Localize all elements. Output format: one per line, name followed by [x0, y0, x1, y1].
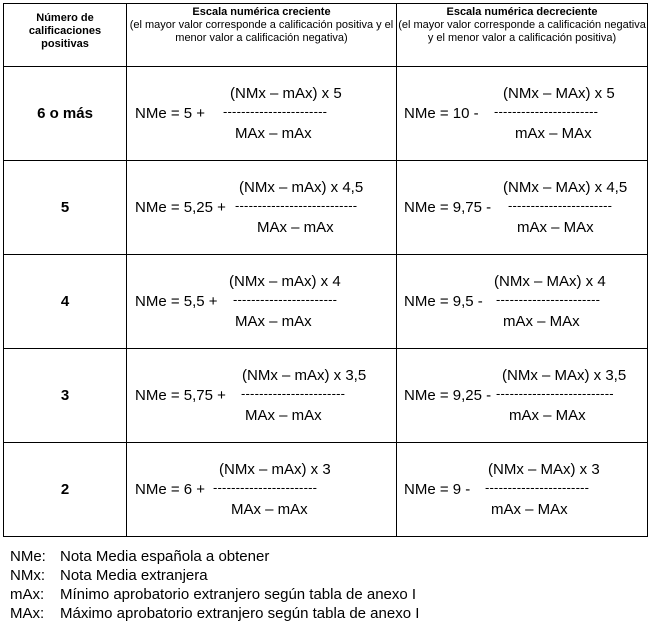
formula-numerator: (NMx – mAx) x 3 — [219, 461, 331, 478]
formula-fraction-line: ----------------------- — [494, 104, 599, 119]
formula-lhs: NMe = 9 - — [404, 481, 471, 498]
formula-denominator: mAx – MAx — [503, 313, 580, 330]
table-row — [4, 349, 648, 443]
legend-item — [10, 547, 419, 566]
formula-denominator: MAx – mAx — [245, 407, 322, 424]
formula-lhs: NMe = 9,5 - — [404, 293, 483, 310]
formula-numerator: (NMx – MAx) x 3 — [488, 461, 600, 478]
formula-lhs: NMe = 5,5 + — [135, 293, 218, 310]
header-decreasing — [397, 4, 648, 67]
count-cell: 3 — [4, 349, 127, 443]
formula-decreasing — [397, 255, 648, 349]
formula-increasing — [127, 349, 397, 443]
formula-numerator: (NMx – MAx) x 3,5 — [502, 367, 627, 384]
legend-text: Máximo aprobatorio extranjero según tabla de anexo I — [60, 605, 420, 622]
table-row — [4, 161, 648, 255]
formula-denominator: MAx – mAx — [235, 313, 312, 330]
legend-text: Nota Media española a obtener — [60, 548, 270, 565]
formula-fraction-line: ----------------------- — [485, 480, 590, 495]
formula-decreasing — [397, 443, 648, 537]
formula-denominator: MAx – mAx — [231, 501, 308, 518]
formula-numerator: (NMx – MAx) x 5 — [503, 85, 615, 102]
formula-denominator: mAx – MAx — [491, 501, 568, 518]
formula-fraction-line: ----------------------- — [496, 292, 601, 307]
legend-abbr: MAx: — [10, 605, 45, 622]
formula-increasing — [127, 161, 397, 255]
header-increasing — [127, 4, 397, 67]
formula-denominator: MAx – mAx — [235, 125, 312, 142]
count-cell: 4 — [4, 255, 127, 349]
formula-fraction-line: ----------------------- — [233, 292, 338, 307]
formula-fraction-line: ----------------------- — [223, 104, 328, 119]
legend-text: Mínimo aprobatorio extranjero según tabla de anexo I — [60, 586, 417, 603]
legend-item — [10, 585, 419, 604]
legend-abbr: NMx: — [10, 567, 45, 584]
formula-fraction-line: ----------------------- — [213, 480, 318, 495]
header-decreasing-title: Escala numérica decreciente — [446, 6, 598, 18]
formula-decreasing — [397, 349, 648, 443]
formula-increasing — [127, 67, 397, 161]
formula-numerator: (NMx – MAx) x 4,5 — [503, 179, 628, 196]
formula-fraction-line: ----------------------- — [508, 198, 613, 213]
header-decreasing-subtitle: (el mayor valor corresponde a calificación negativa y el menor valor a calificación positiva) — [398, 19, 646, 44]
formula-denominator: mAx – MAx — [517, 219, 594, 236]
formula-denominator: mAx – MAx — [509, 407, 586, 424]
legend-text: Nota Media extranjera — [60, 567, 208, 584]
formula-fraction-line: ----------------------- — [241, 386, 346, 401]
formula-numerator: (NMx – mAx) x 4,5 — [239, 179, 364, 196]
header-count — [4, 4, 127, 67]
legend-item — [10, 604, 419, 623]
formula-increasing — [127, 255, 397, 349]
formula-decreasing — [397, 67, 648, 161]
formula-denominator: mAx – MAx — [515, 125, 592, 142]
formula-lhs: NMe = 5,75 + — [135, 387, 226, 404]
formula-lhs: NMe = 9,75 - — [404, 199, 492, 216]
formula-fraction-line: --------------------------- — [235, 198, 358, 213]
header-count-label: Número de calificaciones positivas — [28, 12, 102, 50]
formula-lhs: NMe = 6 + — [135, 481, 206, 498]
formula-lhs: NMe = 9,25 - — [404, 387, 492, 404]
grade-conversion-table — [3, 3, 648, 537]
header-increasing-subtitle: (el mayor valor corresponde a calificación positiva y el menor valor a calificación negativa) — [129, 19, 394, 44]
formula-increasing — [127, 443, 397, 537]
table-row — [4, 255, 648, 349]
count-cell: 6 o más — [4, 67, 127, 161]
formula-decreasing — [397, 161, 648, 255]
legend-abbr: NMe: — [10, 548, 46, 565]
formula-numerator: (NMx – mAx) x 5 — [230, 85, 342, 102]
formula-lhs: NMe = 5,25 + — [135, 199, 226, 216]
formula-lhs: NMe = 10 - — [404, 105, 479, 122]
table-row — [4, 67, 648, 161]
header-row — [4, 4, 648, 67]
count-cell: 2 — [4, 443, 127, 537]
header-increasing-title: Escala numérica creciente — [192, 6, 331, 18]
legend — [10, 547, 419, 623]
formula-numerator: (NMx – mAx) x 3,5 — [242, 367, 367, 384]
formula-fraction-line: -------------------------- — [496, 386, 614, 401]
formula-lhs: NMe = 5 + — [135, 105, 206, 122]
formula-numerator: (NMx – MAx) x 4 — [494, 273, 606, 290]
legend-abbr: mAx: — [10, 586, 45, 603]
table-row — [4, 443, 648, 537]
legend-item — [10, 566, 419, 585]
formula-numerator: (NMx – mAx) x 4 — [229, 273, 341, 290]
count-cell: 5 — [4, 161, 127, 255]
formula-denominator: MAx – mAx — [257, 219, 334, 236]
